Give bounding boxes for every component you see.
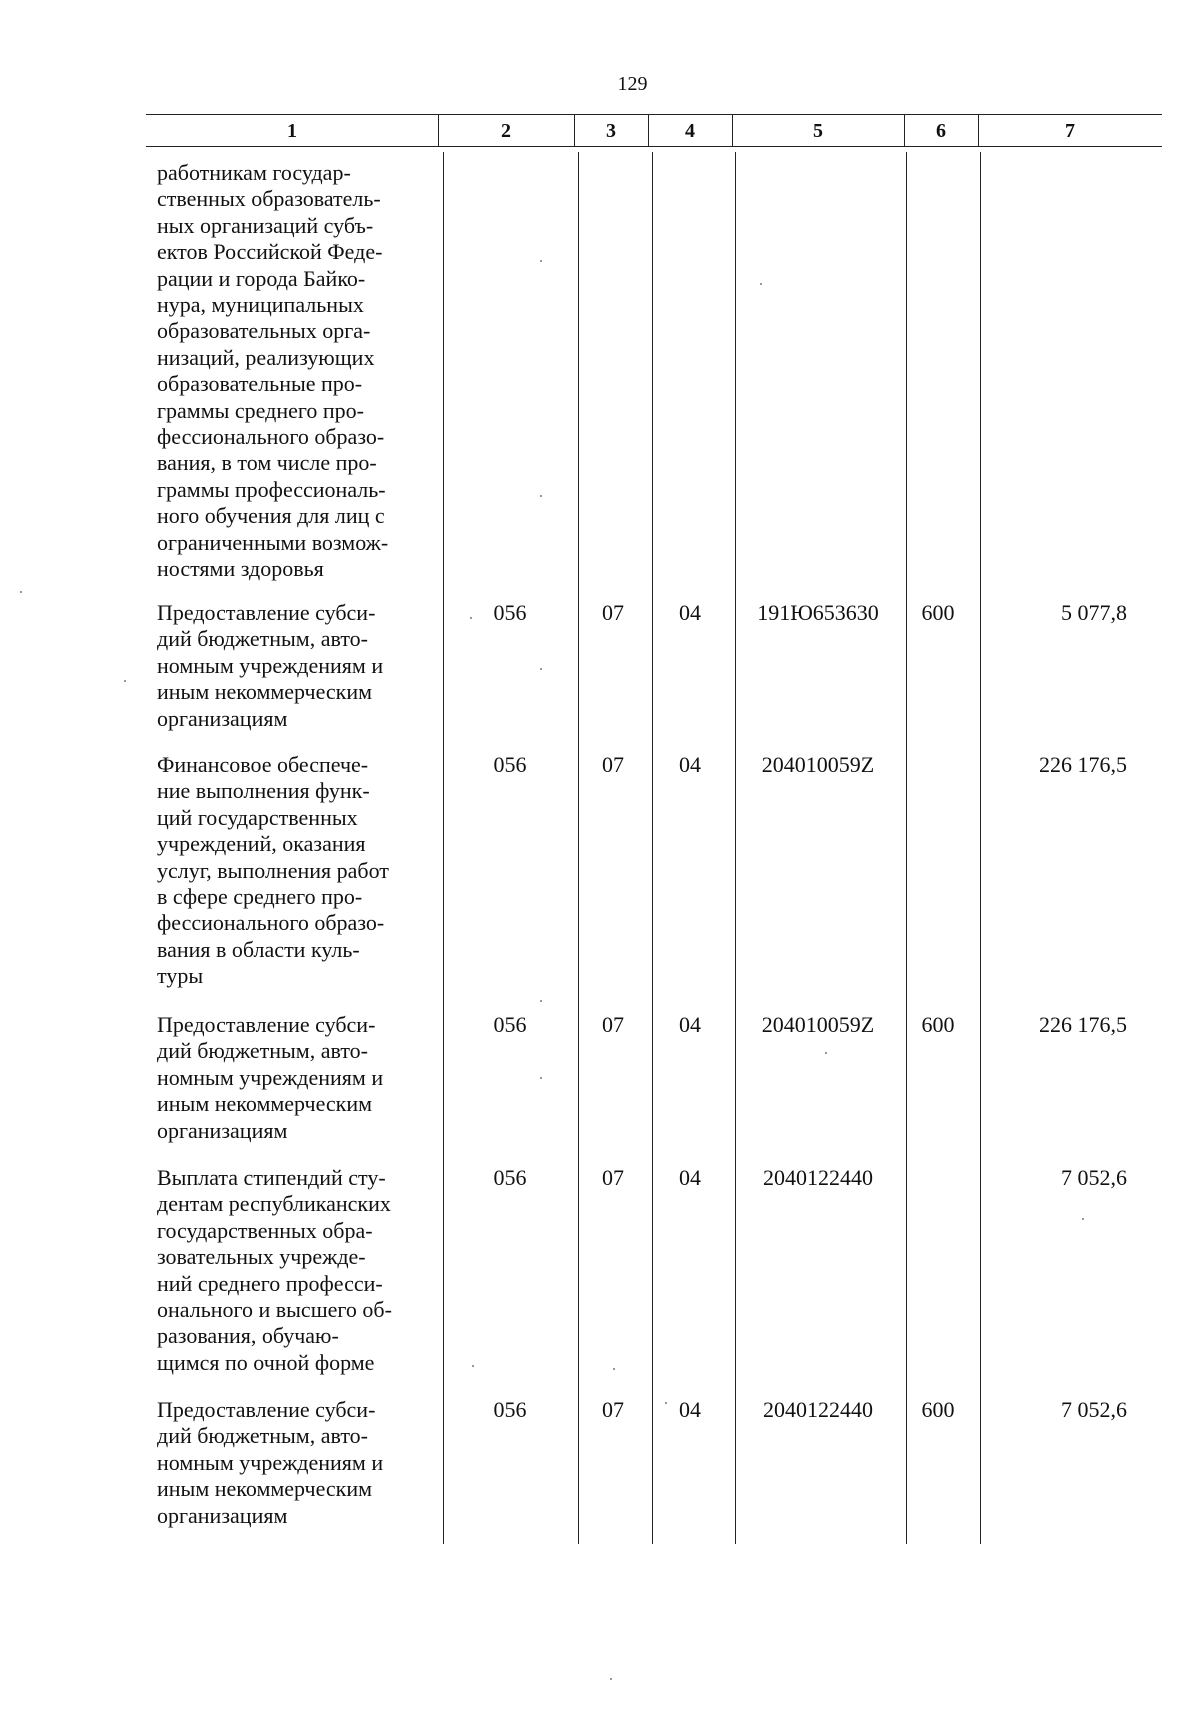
expense-type-code: 600 (921, 600, 955, 625)
column-divider (578, 152, 579, 1544)
column-header: 4 (685, 120, 695, 142)
row-description: Выплата стипендий сту- дентам республиканских государственных обра- зовательных учрежде- ний среднего професси- онального и высшего об- разования, обучаю- щимся по очной форме (157, 1165, 392, 1375)
column-header: 5 (813, 120, 823, 142)
scan-speck (610, 1678, 612, 1680)
scan-speck (825, 1052, 827, 1054)
column-divider (652, 152, 653, 1544)
target-item-code: 204010059Z (761, 1012, 875, 1037)
ministry-code: 056 (493, 600, 527, 625)
row-description: Финансовое обеспече- ние выполнения функ- ций государственных учреждений, оказания услуг, выполнения работ в сфере среднего про- фессионального образо- вания в области куль- туры (157, 752, 389, 989)
target-item-code: 191Ю653630 (757, 600, 879, 625)
scan-speck (472, 1365, 474, 1367)
page-number: 129 (617, 73, 648, 95)
section-code: 07 (602, 600, 624, 625)
column-header: 1 (287, 120, 297, 142)
scan-speck (540, 668, 542, 670)
column-header: 3 (606, 120, 616, 142)
column-header: 7 (1065, 120, 1075, 142)
subsection-code: 04 (679, 600, 701, 625)
ministry-code: 056 (493, 1012, 527, 1037)
amount: 7 052,6 (1061, 1165, 1127, 1190)
column-divider (443, 152, 444, 1544)
subsection-code: 04 (679, 752, 701, 777)
scan-speck (1082, 1218, 1084, 1220)
scan-speck (20, 591, 22, 593)
column-divider (735, 152, 736, 1544)
section-code: 07 (602, 1397, 624, 1422)
header-bottom-rule (146, 146, 1162, 147)
subsection-code: 04 (679, 1165, 701, 1190)
target-item-code: 2040122440 (763, 1397, 873, 1422)
subsection-code: 04 (679, 1012, 701, 1037)
target-item-code: 2040122440 (763, 1165, 873, 1190)
scan-speck (540, 495, 542, 497)
column-divider (906, 152, 907, 1544)
section-code: 07 (602, 752, 624, 777)
row-description: Предоставление субси- дий бюджетным, авто- номным учреждениям и иным некоммерческим организациям (157, 600, 384, 731)
scan-speck (613, 1368, 615, 1370)
scan-speck (124, 680, 126, 682)
scan-speck (665, 1402, 667, 1404)
scan-speck (540, 1000, 542, 1002)
column-header: 6 (936, 120, 946, 142)
expense-type-code: 600 (921, 1397, 955, 1422)
row-description: работникам государ- ственных образователь- ных организаций субъ- ектов Российской Феде- рации и города Байко- нура, муниципальных образовательных орга- низаций, реализующих образовательные про- граммы среднего про- фессионального образо- вания, в том числе про- граммы профессиональ- ного обучения для лиц с ограниченными возмож- ностями здоровья (157, 160, 389, 582)
amount: 226 176,5 (1039, 1012, 1127, 1037)
section-code: 07 (602, 1165, 624, 1190)
expense-type-code: 600 (921, 1012, 955, 1037)
scan-speck (470, 617, 472, 619)
table-top-rule (146, 114, 1162, 115)
ministry-code: 056 (493, 1397, 527, 1422)
scan-speck (760, 283, 762, 285)
ministry-code: 056 (493, 752, 527, 777)
section-code: 07 (602, 1012, 624, 1037)
scan-speck (540, 260, 542, 262)
row-description: Предоставление субси- дий бюджетным, авто- номным учреждениям и иным некоммерческим организациям (157, 1397, 384, 1528)
target-item-code: 204010059Z (761, 752, 875, 777)
scan-speck (540, 1077, 542, 1079)
ministry-code: 056 (493, 1165, 527, 1190)
amount: 7 052,6 (1061, 1397, 1127, 1422)
column-header: 2 (501, 120, 511, 142)
row-description: Предоставление субси- дий бюджетным, авто- номным учреждениям и иным некоммерческим организациям (157, 1012, 384, 1143)
amount: 5 077,8 (1061, 600, 1127, 625)
amount: 226 176,5 (1039, 752, 1127, 777)
subsection-code: 04 (679, 1397, 701, 1422)
column-divider (980, 152, 981, 1544)
